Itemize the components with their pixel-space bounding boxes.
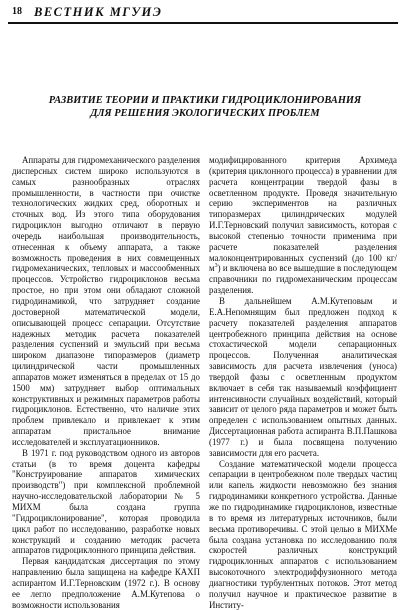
paragraph-text: ) и включена во все вышедшие в последующем справочники по гидромеханическим процессам разделения. — [209, 263, 397, 296]
article-title — [20, 94, 390, 120]
article-title-line-1: РАЗВИТИЕ ТЕОРИИ И ПРАКТИКИ ГИДРОЦИКЛОНИРОВАНИЯ — [48, 95, 362, 106]
paragraph-text: модифицированного критерия Архимеда (критерия циклонного процесса) в уравнении для расчета концентрации твердой фазы в осветленном продукте. Проведя значительную серию экспериментов на различных типоразмерах цилиндрических модулей И.Г.Терновский получил зависимость, которая с высокой степенью точности применима при расчете показателей разделения малоконцентрированных суспензий (до 100 кг/м — [209, 155, 397, 274]
running-header — [8, 6, 398, 22]
journal-name: ВЕСТНИК МГУИЭ — [34, 5, 163, 19]
article-title-line-2: ДЛЯ РЕШЕНИЯ ЭКОЛОГИЧЕСКИХ ПРОБЛЕМ — [90, 108, 320, 119]
paragraph: В 1971 г. под руководством одного из авторов статьи (в то время доцента кафедры "Конструирование аппаратов химических производств") при комплексной проблемной научно-исследовательской лаборатории № 5 МИХМ была создана группа "Гидроциклонирование", которая проводила цикл работ по исследованию, разработке новых конструкций и созданию методик расчета аппаратов гидроциклонного принципа действия. — [12, 447, 200, 556]
paragraph: Создание математической модели процесса сепарации в центробежном поле твердых частиц или капель жидкости невозможно без знания гидродинамики конкретного устройства. Данные же по гидродинамике гидроциклонов, известные в то время из литературных источников, были весьма противоречивы. С этой целью в МИХМе была создана установка по исследованию поля скоростей различных конструкций гидроциклонных аппаратов с использованием высокоточного электродиффузионного метода диагностики турбулентных потоков. Этот метод получил научное и практическое развитие в Институ- — [209, 458, 397, 610]
paragraph: Первая кандидатская диссертация по этому направлению была защищена на кафедре КАХП аспирантом И.Г.Терновским (1972 г.). В основу ее легло предположение А.М.Кутепова о возможности использования — [12, 556, 200, 610]
paragraph: В дальнейшем А.М.Кутеповым и Е.А.Непомнящим был предложен подход к расчету показателей разделения аппаратов центробежного принципа действия на основе стохастической модели сепарационных процессов. Полученная аналитическая зависимость для расчета извлечения (уноса) твердой фазы с осветленным продуктом включает в себя так называемый коэффициент интенсивности случайных воздействий, который зависит от целого ряда параметров и может быть определен с использованием опытных данных. Диссертационная работа аспиранта В.П.Пашкова (1977 г.) и была посвящена получению зависимости для его расчета. — [209, 295, 397, 458]
superscript: 3 — [214, 263, 218, 270]
left-column — [12, 155, 200, 610]
header-rule — [8, 22, 398, 24]
page-number: 18 — [12, 6, 22, 17]
paragraph-continued — [209, 155, 397, 296]
paragraph: Аппараты для гидромеханического разделения дисперсных систем широко используются в самых разнообразных отраслях промышленности, в частности при очистке технологических жидких сред, оборотных и сточных вод. Из этого типа оборудования гидроциклон выгодно отличают в первую очередь наибольшая производительность, отнесенная к объему аппарата, а также возможность проведения в них совмещенных гидромеханических, тепловых и массообменных процессов. Устройство гидроциклонов весьма простое, но при этом они обладают сложной гидродинамикой, что затрудняет создание достоверной математической модели, описывающей процесс сепарации. Отсутствие надежных методик расчета показателей разделения суспензий и эмульсий при весьма широком диапазоне типоразмеров (диаметр цилиндрической части промышленных аппаратов может изменяться в пределах от 15 до 1500 мм) затрудняет выбор оптимальных конструктивных и режимных параметров работы гидроциклонов. Естественно, что наличие этих проблем привлекало и привлекает к этим аппаратам пристальное внимание исследователей и эксплуатационников. — [12, 155, 200, 447]
right-column — [209, 155, 397, 610]
